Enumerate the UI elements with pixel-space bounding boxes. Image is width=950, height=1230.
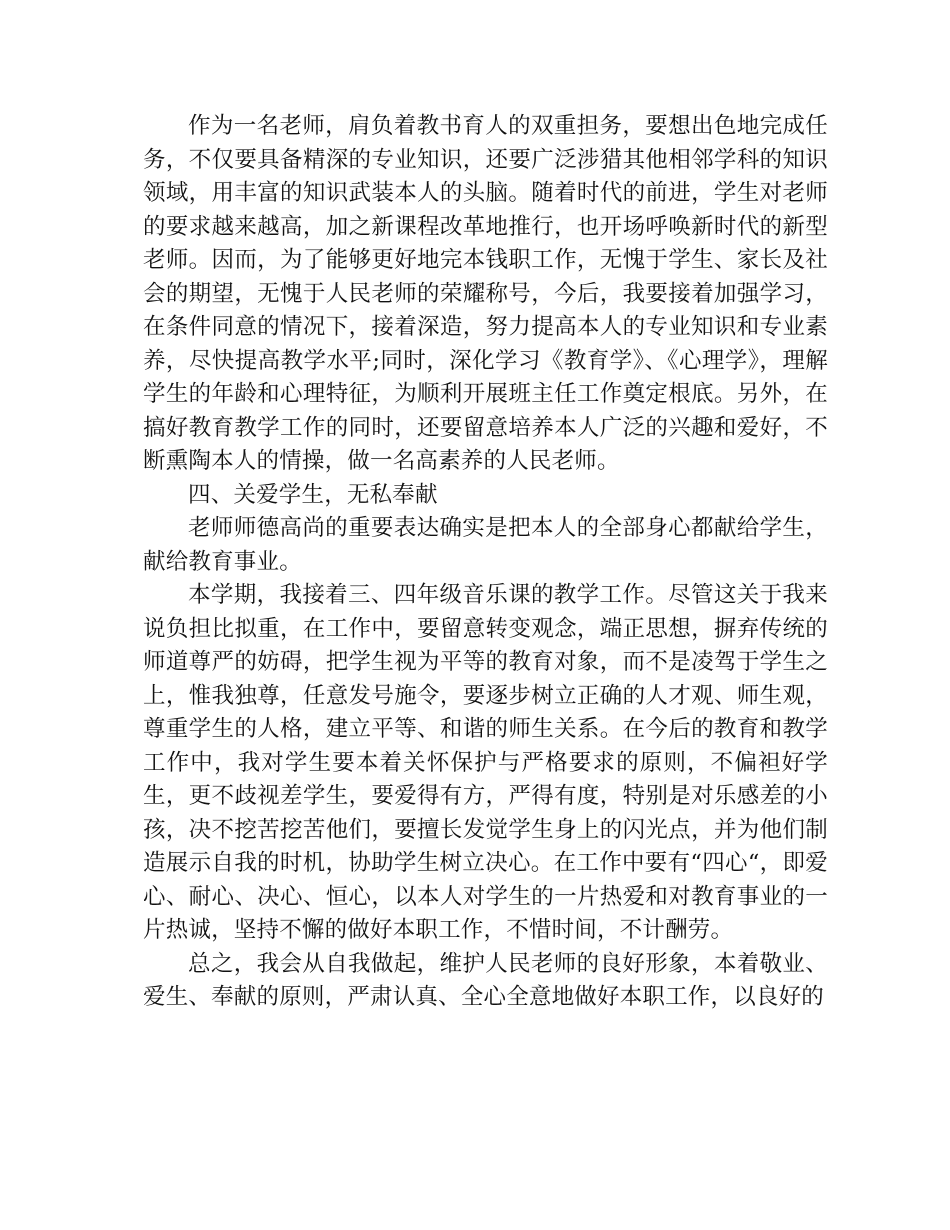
paragraph-teacher-learning: 作为一名老师，肩负着教书育人的双重担务，要想出色地完成任务，不仅要具备精深的专业知识，还要广泛涉猎其他相邻学科的知识领域，用丰富的知识武装本人的头脑。随着时代的前进，学生对老师的要求越来越高，加之新课程改革地推行，也开场呼唤新时代的新型老师。因而，为了能够更好地完本钱职工作，无愧于学生、家长及社会的期望，无愧于人民老师的荣耀称号，今后，我要接着加强学习，在条件同意的情况下，接着深造，努力提高本人的专业知识和专业素养，尽快提高教学水平;同时，深化学习《教育学》、《心理学》，理解学生的年龄和心理特征，为顺利开展班主任工作奠定根底。另外，在搞好教育教学工作的同时，还要留意培养本人广泛的兴趣和爱好，不断熏陶本人的情操，做一名高素养的人民老师。 [143, 113, 828, 474]
paragraph-conclusion: 总之，我会从自我做起，维护人民老师的良好形象，本着敬业、爱生、奉献的原则，严肃认真、全心全意地做好本职工作，以良好的 [143, 950, 828, 1010]
paragraph-teacher-ethics: 老师师德高尚的重要表达确实是把本人的全部身心都献给学生，献给教育事业。 [143, 515, 828, 575]
document-page [143, 110, 828, 1015]
section-heading-care-students: 四、关爱学生，无私奉献 [188, 481, 438, 508]
paragraph-music-teaching: 本学期，我接着三、四年级音乐课的教学工作。尽管这关于我来说负担比拟重，在工作中，要留意转变观念，端正思想，摒弃传统的师道尊严的妨碍，把学生视为平等的教育对象，而不是凌驾于学生之上，惟我独尊，任意发号施令，要逐步树立正确的人才观、师生观，尊重学生的人格，建立平等、和谐的师生关系。在今后的教育和教学工作中，我对学生要本着关怀保护与严格要求的原则，不偏袒好学生，更不歧视差学生，要爱得有方，严得有度，特别是对乐感差的小孩，决不挖苦挖苦他们，要擅长发觉学生身上的闪光点，并为他们制造展示自我的时机，协助学生树立决心。在工作中要有“四心“，即爱心、耐心、决心、恒心，以本人对学生的一片热爱和对教育事业的一片热诚，坚持不懈的做好本职工作，不惜时间，不计酬劳。 [143, 582, 828, 943]
